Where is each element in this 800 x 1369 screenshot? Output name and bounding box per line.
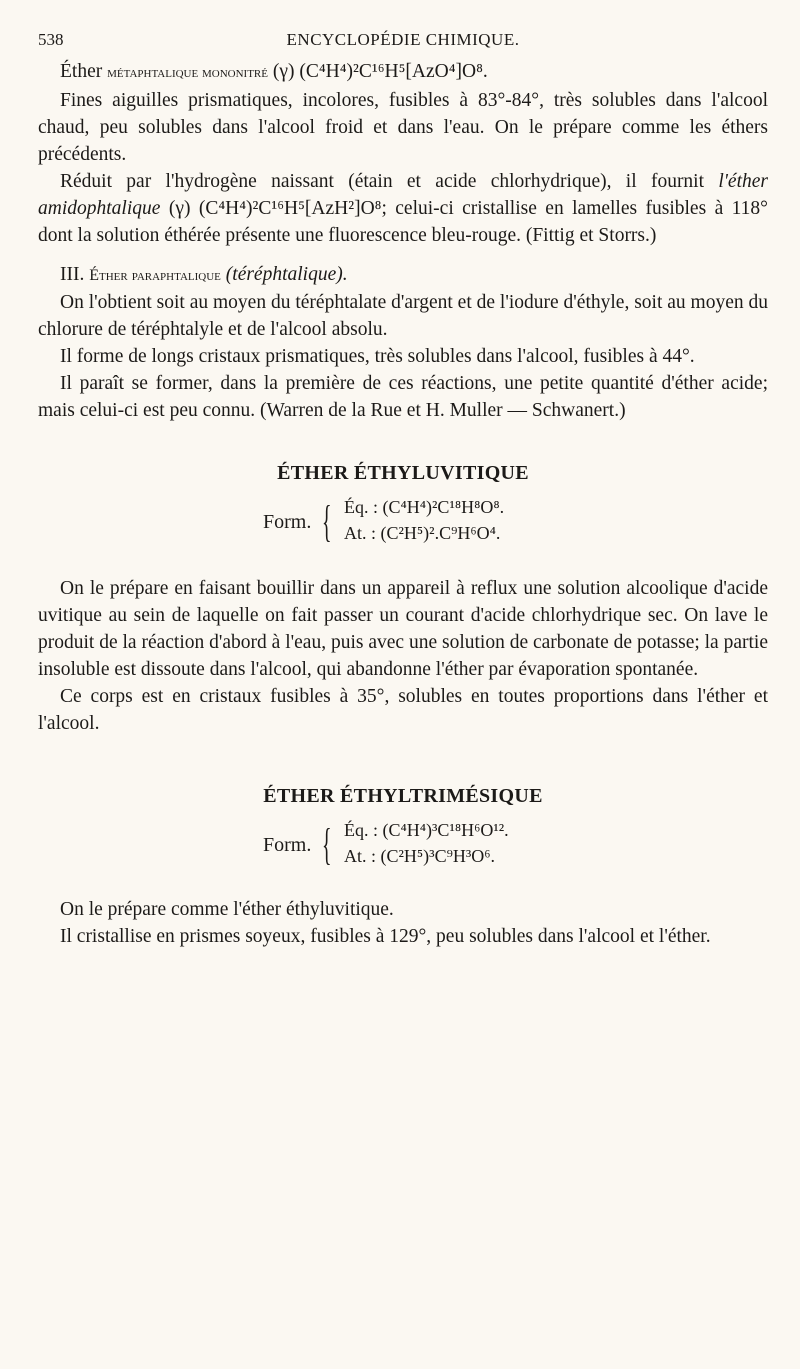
page bbox=[38, 30, 768, 950]
formula-ethyltrimesique bbox=[38, 816, 768, 878]
formula-label: Form. bbox=[263, 511, 312, 533]
paragraph-cristaux: Il forme de longs cristaux prismatiques, très solubles dans l'alcool, fusibles à 44°. bbox=[60, 346, 695, 367]
section-title-ethyluvitique: ÉTHER ÉTHYLUVITIQUE bbox=[277, 462, 529, 484]
formula-label: Form. bbox=[263, 834, 312, 856]
paragraph-reduction: Réduit par l'hydrogène naissant (étain et acide chlorhydrique), il fournit l'éther amidophtalique (γ) (C⁴H⁴)²C¹⁶H⁵[AzH²]O⁸; celui-ci cristallise en lamelles fusibles à 118° dont la solution éthérée présente une fluorescence bleu-rouge. (Fittig et Storrs.) bbox=[38, 171, 768, 246]
paragraph-mononitre-description: Fines aiguilles prismatiques, incolores, fusibles à 83°-84°, très solubles dans l'alcool chaud, peu solubles dans l'alcool froid et dans l'eau. On le prépare comme les éthers précédents. bbox=[38, 90, 768, 165]
formula-eq: Éq. : (C⁴H⁴)²C¹⁸H⁸O⁸. bbox=[344, 497, 505, 517]
brace-icon: { bbox=[322, 497, 332, 546]
formula-ethyluvitique bbox=[38, 493, 768, 555]
paragraph-obtention: On l'obtient soit au moyen du téréphtalate d'argent et de l'iodure d'éthyle, soit au moyen du chlorure de téréphtalyle et de l'alcool absolu. bbox=[38, 292, 768, 340]
paragraph-proprietes-uvitique: Ce corps est en cristaux fusibles à 35°, solubles en toutes proportions dans l'éther et l'alcool. bbox=[38, 686, 768, 734]
paragraph-preparation-trimesique: On le prépare comme l'éther éthyluvitique. bbox=[60, 899, 394, 920]
page-number: 538 bbox=[38, 30, 64, 49]
running-title: ENCYCLOPÉDIE CHIMIQUE. bbox=[286, 30, 520, 49]
paragraph-mononitre-heading: Éther métaphtalique mononitré (γ) (C⁴H⁴)²C¹⁶H⁵[AzO⁴]O⁸. bbox=[60, 61, 488, 82]
page-header bbox=[38, 30, 768, 54]
section-heading-paraphtalique: III. Éther paraphtalique (téréphtalique). bbox=[60, 264, 348, 285]
paragraph-ether-acide: Il paraît se former, dans la première de ces réactions, une petite quantité d'éther acide; mais celui-ci est peu connu. (Warren de la Rue et H. Muller — Schwanert.) bbox=[38, 373, 768, 421]
paragraph-proprietes-trimesique: Il cristallise en prismes soyeux, fusibles à 129°, peu solubles dans l'alcool et l'éther. bbox=[60, 926, 711, 947]
formula-eq: Éq. : (C⁴H⁴)³C¹⁸H⁶O¹². bbox=[344, 820, 509, 840]
brace-icon: { bbox=[322, 820, 332, 869]
section-title-ethyltrimesique: ÉTHER ÉTHYLTRIMÉSIQUE bbox=[263, 785, 543, 807]
paragraph-preparation-uvitique: On le prépare en faisant bouillir dans un appareil à reflux une solution alcoolique d'acide uvitique au sein de laquelle on fait passer un courant d'acide chlorhydrique sec. On lave le produit de la réaction d'abord à l'eau, puis avec une solution de carbonate de potasse; la partie insoluble est dissoute dans l'alcool, qui abandonne l'éther par évaporation spontanée. bbox=[38, 578, 768, 680]
formula-at: At. : (C²H⁵)³C⁹H³O⁶. bbox=[344, 846, 496, 866]
formula-at: At. : (C²H⁵)².C⁹H⁶O⁴. bbox=[344, 523, 501, 543]
